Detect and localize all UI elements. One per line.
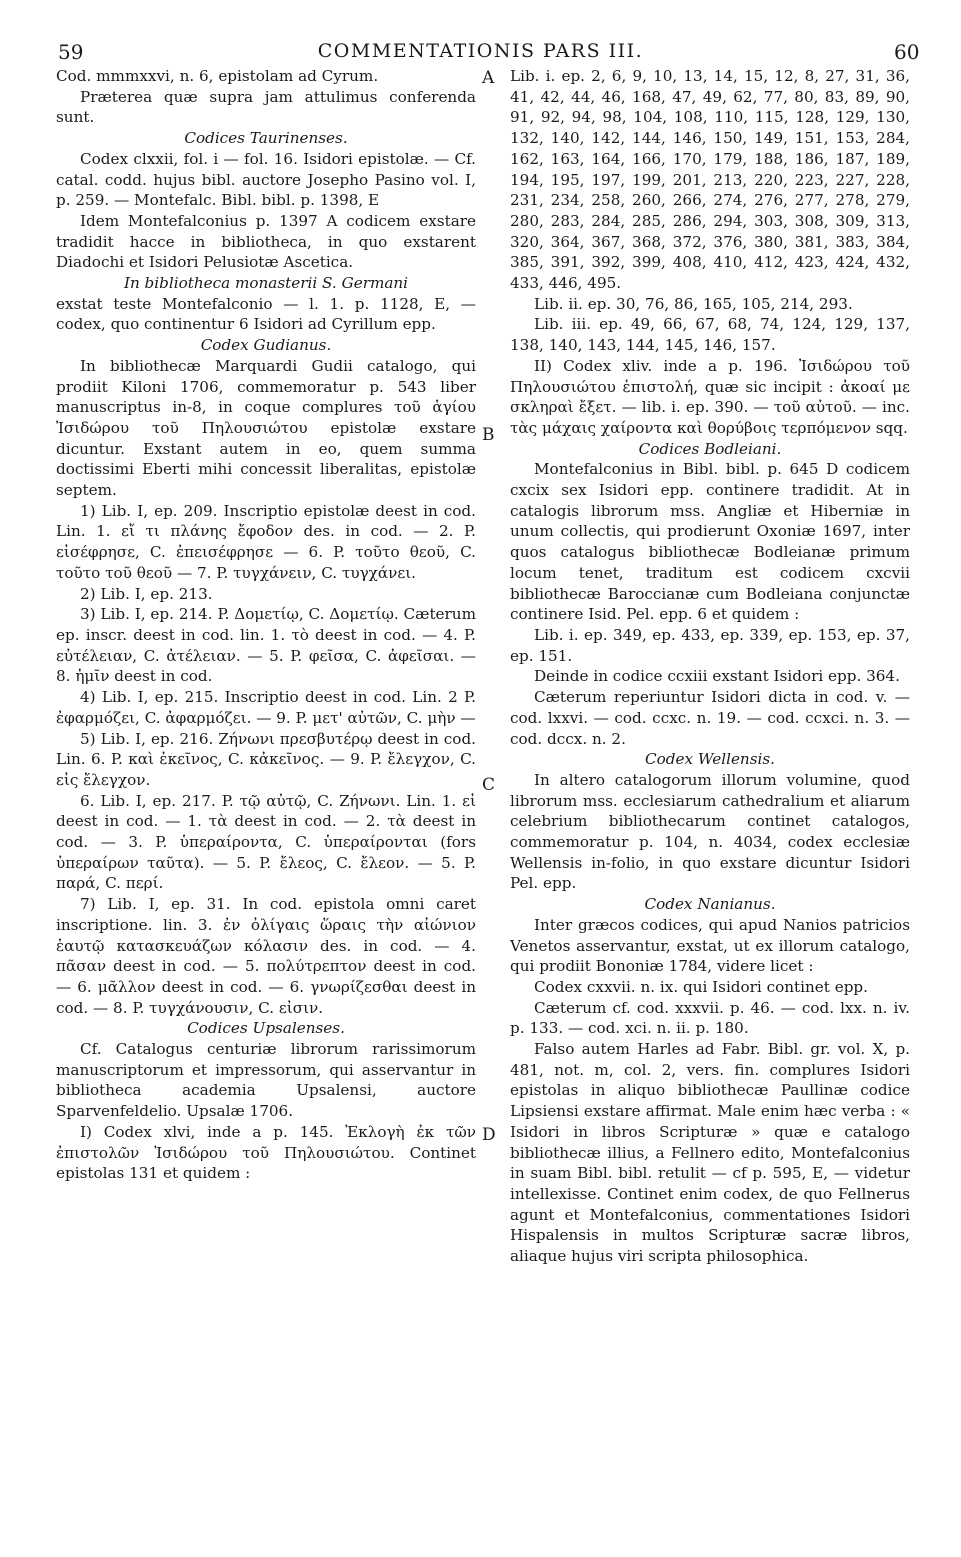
- paragraph: Codex cxxvii. n. ix. qui Isidori continet epp.: [534, 977, 868, 996]
- variant-note: 3) Lib. I, ep. 214. P. Δομετίῳ, C. Δομετίῳ. Cæterum ep. inscr. deest in cod. lin. 1. τὸ deest in cod. — 4. P. εὐτέλειαν, C. ἀτέλειαν. — 5. P. φεῖσα, C. ἀφεῖσαι. — 8. ἡμῖν deest in cod.: [56, 605, 476, 686]
- paragraph: Deinde in codice ccxiii exstant Isidori epp. 364.: [534, 667, 900, 686]
- margin-letter-b: B: [482, 425, 495, 445]
- left-column: [56, 66, 476, 1184]
- section-heading: In bibliotheca monasterii S. Germani: [123, 274, 409, 293]
- section-heading: Codex Wellensis.: [645, 750, 775, 769]
- paragraph: Montefalconius in Bibl. bibl. p. 645 D codicem cxcix sex Isidori epp. continere tradidit. At in catalogis librorum mss. Angliæ et Hiberniæ in unum collectis, qui prodierunt Oxoniæ 1697, inter quos catalogus bibliothecæ Bodleianæ primum locum tenet, traditum est codicem cxcvii bibliothecæ Baroccianæ cum Bodleiana conjunctæ continere Isid. Pel. epp. 6 et quidem :: [510, 460, 910, 624]
- paragraph: II) Codex xliv. inde a p. 196. Ἰσιδώρου τοῦ Πηλουσιώτου ἐπιστολή, quæ sic incipit : ἀκοαί με σκληραὶ ἔξετ. — lib. i. ep. 390. — τοῦ αὐτοῦ. — inc. τὰς μάχαις χαίροντα καὶ θορύβοις τερπόμενον sqq.: [510, 356, 910, 437]
- paragraph: Cæterum reperiuntur Isidori dicta in cod. v. — cod. lxxvi. — cod. ccxc. n. 19. — cod. ccxci. n. 3. — cod. dccx. n. 2.: [510, 688, 910, 748]
- paragraph: Idem Montefalconius p. 1397 A codicem exstare tradidit hacce in bibliotheca, in quo exstarent Diadochi et Isidori Pelusiotæ Ascetica.: [56, 211, 476, 272]
- section-heading: Codex Gudianus.: [200, 336, 332, 355]
- paragraph: Cod. mmmxxvi, n. 6, epistolam ad Cyrum.: [56, 67, 379, 85]
- variant-note: 5) Lib. I, ep. 216. Ζήνωνι πρεσβυτέρῳ deest in cod. Lin. 6. P. καὶ ἐκεῖνος, C. κἀκεῖνος. — 9. P. ἔλεγχον, C. εἰς ἔλεγχον.: [56, 729, 476, 789]
- paragraph: Codex clxxii, fol. i — fol. 16. Isidori epistolæ. — Cf. catal. codd. hujus bibl. auctore Josepho Pasino vol. I, p. 259. — Montefalc. Bibl. bibl. p. 1398, E: [56, 149, 476, 210]
- section-heading: Codices Bodleiani.: [638, 439, 782, 458]
- paragraph: In altero catalogorum illorum volumine, quod librorum mss. ecclesiarum cathedralium et aliarum celebrium bibliothecarum continet catalogos, commemoratur p. 104, n. 4034, codex ecclesiæ Wellensis in-folio, in quo exstare dicuntur Isidori Pel. epp.: [510, 770, 910, 893]
- section-heading: Codices Upsalenses.: [187, 1019, 345, 1038]
- paragraph: Lib. iii. ep. 49, 66, 67, 68, 74, 124, 129, 137, 138, 140, 143, 144, 145, 146, 157.: [510, 315, 910, 355]
- section-heading: Codex Nanianus.: [644, 895, 776, 914]
- paragraph: In bibliothecæ Marquardi Gudii catalogo, qui prodiit Kiloni 1706, commemoratur p. 543 liber manuscriptus in-8, in coque complures τοῦ ἁγίου Ἰσιδώρου τοῦ Πηλουσιώτου epistolæ exstare dicuntur. Exstant autem in eo, quem summa doctissimi Eberti mihi concessit liberalitas, epistolæ septem.: [56, 356, 476, 500]
- paragraph: Inter græcos codices, qui apud Nanios patricios Venetos asservantur, exstat, ut ex illorum catalogo, qui prodiit Bononiæ 1784, videre licet :: [510, 915, 910, 976]
- paragraph: exstat teste Montefalconio — l. 1. p. 1128, E, — codex, quo continentur 6 Isidori ad Cyrillum epp.: [56, 294, 476, 334]
- margin-letter-c: C: [482, 775, 496, 795]
- paragraph: Lib. ii. ep. 30, 76, 86, 165, 105, 214, 293.: [534, 294, 853, 313]
- margin-letter-a: A: [482, 68, 495, 88]
- page-number-right: 60: [894, 40, 920, 64]
- right-column: [510, 66, 910, 1267]
- variant-note: 2) Lib. I, ep. 213.: [80, 584, 213, 603]
- paragraph: Cæterum cf. cod. xxxvii. p. 46. — cod. lxx. n. iv. p. 133. — cod. xci. n. ii. p. 180.: [510, 998, 910, 1038]
- paragraph: Falso autem Harles ad Fabr. Bibl. gr. vol. X, p. 481, not. m, col. 2, vers. fin. complures Isidori epistolas in aliquo bibliothecæ Paullinæ codice Lipsiensi exstare affirmat. Male enim hæc verba : « Isidori in libros Scripturæ » quæ e catalogo bibliothecæ illius, a Fellnero edito, Montefalconius in suam Bibl. bibl. retulit — cf p. 595, E, — videtur intellexisse. Continet enim codex, de quo Fellnerus agunt et Montefalconius, commentationes Isidori Hispalensis in multos Scripturæ sacræ libros, aliaque hujus viri scripta philosophica.: [510, 1040, 910, 1266]
- paragraph: I) Codex xlvi, inde a p. 145. Ἐκλογὴ ἐκ τῶν ἐπιστολῶν Ἰσιδώρου τοῦ Πηλουσιώτου. Continet epistolas 131 et quidem :: [56, 1122, 476, 1183]
- paragraph: Cf. Catalogus centuriæ librorum rarissimorum manuscriptorum et impressorum, qui asservantur in bibliotheca academia Upsalensi, auctore Sparvenfeldelio. Upsalæ 1706.: [56, 1040, 476, 1121]
- running-title: COMMENTATIONIS PARS III.: [317, 40, 644, 62]
- variant-note: 6. Lib. I, ep. 217. P. τῷ αὐτῷ, C. Ζήνωνι. Lin. 1. εἰ deest in cod. — 1. τὰ deest in cod. — 2. τὰ deest in cod. — 3. P. ὑπεραίροντα, C. ὑπεραίρονται (fors ὑπεραίρων ταῦτα). — 5. P. ἔλεος, C. ἔλεον. — 5. P. παρά, C. περί.: [56, 791, 476, 893]
- paragraph: Præterea quæ supra jam attulimus conferenda sunt.: [56, 87, 476, 127]
- margin-letter-d: D: [482, 1125, 496, 1145]
- section-heading: Codices Taurinenses.: [184, 129, 348, 148]
- variant-note: 1) Lib. I, ep. 209. Inscriptio epistolæ deest in cod. Lin. 1. εἴ τι πλάνης ἔφοδον des. in cod. — 2. P. εἰσέφρησε, C. ἐπεισέφρησε — 6. P. τοῦτο θεοῦ, C. τοῦτο τοῦ θεοῦ — 7. P. τυγχάνειν, C. τυγχάνει.: [56, 501, 476, 582]
- variant-note: 4) Lib. I, ep. 215. Inscriptio deest in cod. Lin. 2 P. ἐφαρμόζει, C. ἀφαρμόζει. — 9. P. μετ' αὐτῶν, C. μὴν —: [56, 688, 476, 727]
- page-number-left: 59: [58, 40, 84, 64]
- paragraph: Lib. i. ep. 2, 6, 9, 10, 13, 14, 15, 12, 8, 27, 31, 36, 41, 42, 44, 46, 168, 47, 49, 62, 77, 80, 83, 89, 90, 91, 92, 94, 98, 104, 108, 110, 115, 128, 129, 130, 132, 140, 142, 144, 146, 150, 149, 151, 153, 284, 162, 163, 164, 166, 170, 179, 188, 186, 187, 189, 194, 195, 197, 199, 201, 213, 220, 223, 227, 228, 231, 234, 258, 260, 266, 274, 276, 277, 278, 279, 280, 283, 284, 285, 286, 294, 303, 308, 309, 313, 320, 364, 367, 368, 372, 376, 380, 381, 383, 384, 385, 391, 392, 399, 408, 410, 412, 423, 424, 432, 433, 446, 495.: [510, 67, 910, 293]
- variant-note: 7) Lib. I, ep. 31. In cod. epistola omni caret inscriptione. lin. 3. ἐν ὀλίγαις ὥραις τὴν αἰώνιον ἑαυτῷ κατασκευάζων κόλασιν des. in cod. — 4. πᾶσαν deest in cod. — 5. πολύτρεπτον deest in cod. — 6. μᾶλλον deest in cod. — 6. γνωρίζεσθαι deest in cod. — 8. P. τυγχάνουσιν, C. εἰσιν.: [56, 895, 476, 1017]
- paragraph: Lib. i. ep. 349, ep. 433, ep. 339, ep. 153, ep. 37, ep. 151.: [510, 625, 910, 665]
